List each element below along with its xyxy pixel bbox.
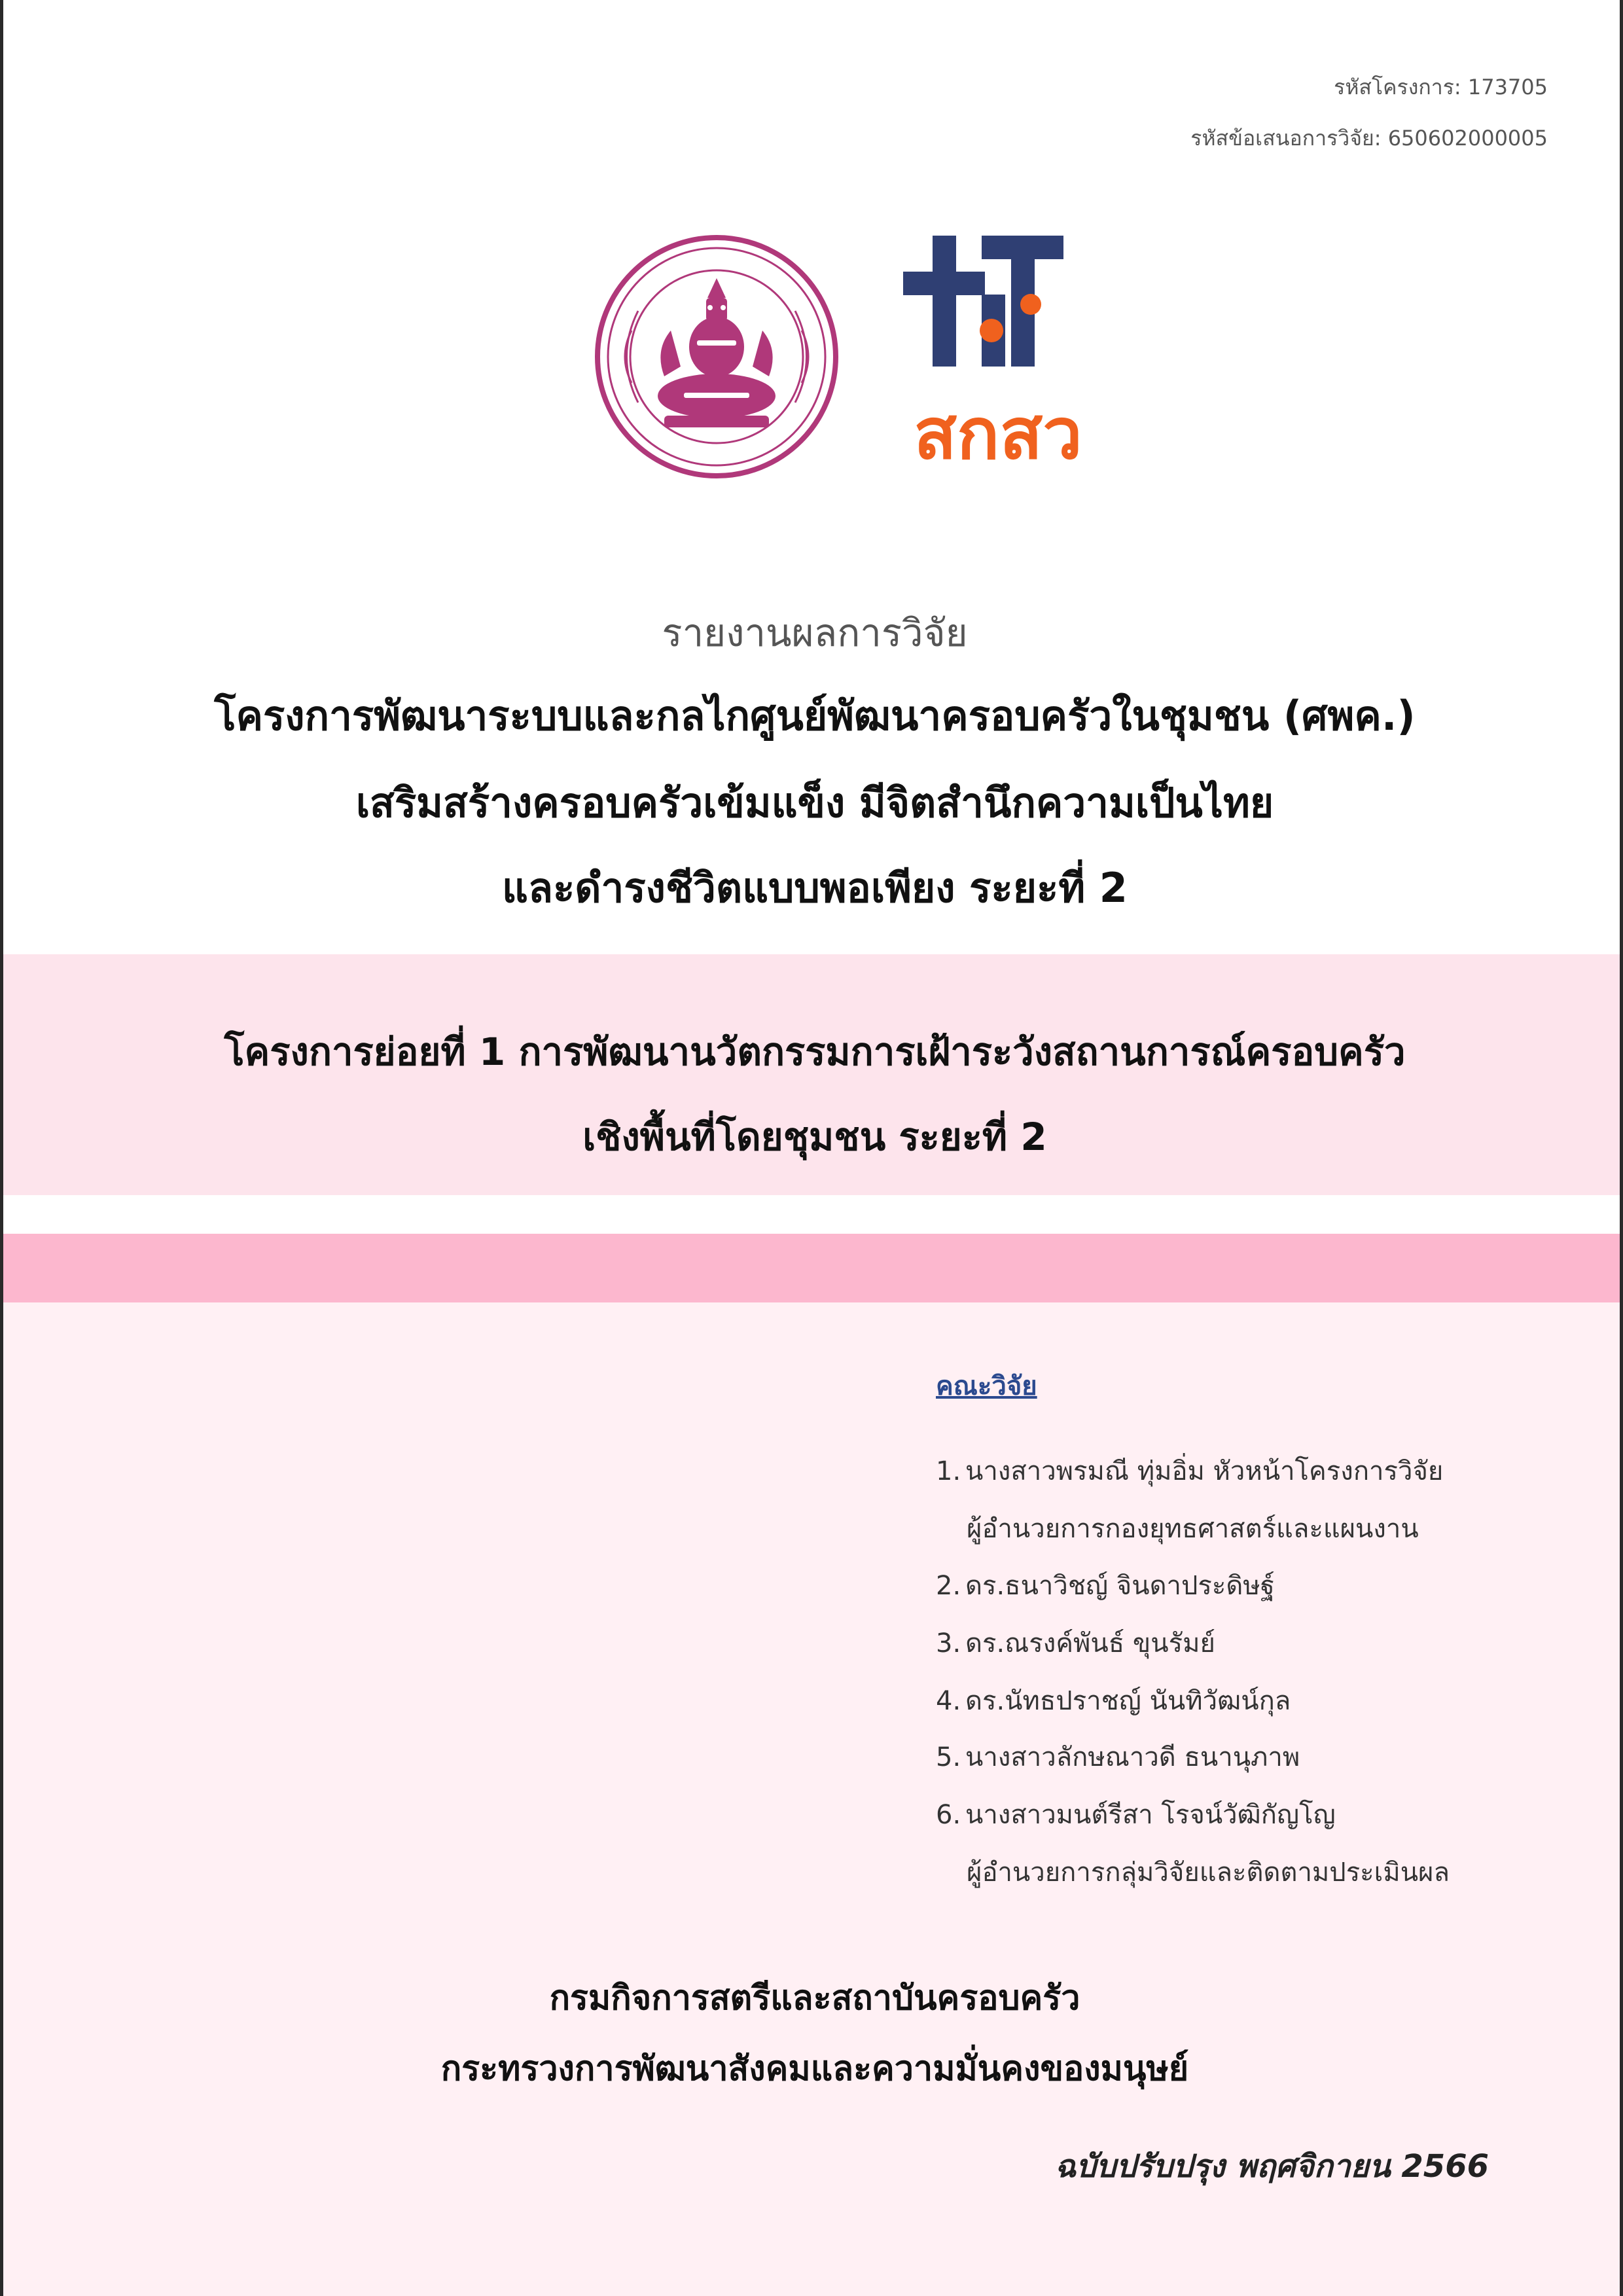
royal-seal-icon: [592, 232, 841, 481]
decorative-band: [3, 1234, 1623, 1302]
member-number: 4.: [936, 1686, 961, 1716]
member-number: 5.: [936, 1742, 961, 1772]
member-number: 2.: [936, 1571, 961, 1601]
member-number: 1.: [936, 1456, 961, 1486]
proposal-code: รหัสข้อเสนอการวิจัย: 650602000005: [1190, 126, 1548, 151]
team-member-6-role: ผู้อำนวยการกลุ่มวิจัยและติดตามประเมินผล: [967, 1857, 1450, 1888]
organization-line-2: กระทรวงการพัฒนาสังคมและความมั่นคงของมนุษย์: [440, 2049, 1189, 2089]
subproject-title-line-1: โครงการย่อยที่ 1 การพัฒนานวัตกรรมการเฝ้าระวังสถานการณ์ครอบครัว: [224, 1030, 1406, 1074]
team-heading: คณะวิจัย: [936, 1371, 1037, 1401]
organization-line-1: กรมกิจการสตรีและสถาบันครอบครัว: [549, 1979, 1080, 2018]
team-member-3: [936, 1622, 1215, 1664]
member-name: นางสาวมนต์รีสา โรจน์วัฒิกัญโญ: [965, 1800, 1336, 1830]
member-name: นางสาวลักษณาวดี ธนานุภาพ: [965, 1742, 1300, 1772]
report-title-line-3: และดำรงชีวิตแบบพอเพียง ระยะที่ 2: [502, 864, 1128, 912]
team-member-4: [936, 1679, 1291, 1721]
member-name: นางสาวพรมณี ทุ่มอิ่ม หัวหน้าโครงการวิจัย: [965, 1456, 1444, 1486]
tsri-logo-icon: [893, 232, 1103, 468]
team-member-5: [936, 1736, 1300, 1778]
report-title-line-1: โครงการพัฒนาระบบและกลไกศูนย์พัฒนาครอบครัวในชุมชน (ศพค.): [214, 692, 1416, 740]
member-name: ดร.ณรงค์พันธ์ ขุนรัมย์: [965, 1628, 1215, 1659]
subproject-title-line-2: เชิงพื้นที่โดยชุมชน ระยะที่ 2: [582, 1115, 1047, 1159]
member-number: 3.: [936, 1628, 961, 1659]
team-member-1-role: ผู้อำนวยการกองยุทธศาสตร์และแผนงาน: [967, 1514, 1419, 1544]
project-code: รหัสโครงการ: 173705: [1334, 75, 1548, 99]
team-member-1: [936, 1450, 1443, 1492]
team-member-2: [936, 1564, 1275, 1606]
edition-note: ฉบับปรับปรุง พฤศจิกายน 2566: [1054, 2148, 1489, 2185]
member-name: ดร.ธนาวิชญ์ จินดาประดิษฐ์: [965, 1571, 1275, 1601]
member-number: 6.: [936, 1800, 961, 1830]
tsri-logo-text: สกสว: [914, 393, 1082, 468]
team-member-6: [936, 1793, 1336, 1835]
report-title-line-2: เสริมสร้างครอบครัวเข้มแข็ง มีจิตสำนึกความเป็นไทย: [355, 779, 1274, 827]
member-name: ดร.นัทธปราชญ์ นันทิวัฒน์กุล: [965, 1686, 1291, 1716]
report-label: รายงานผลการวิจัย: [662, 611, 968, 655]
